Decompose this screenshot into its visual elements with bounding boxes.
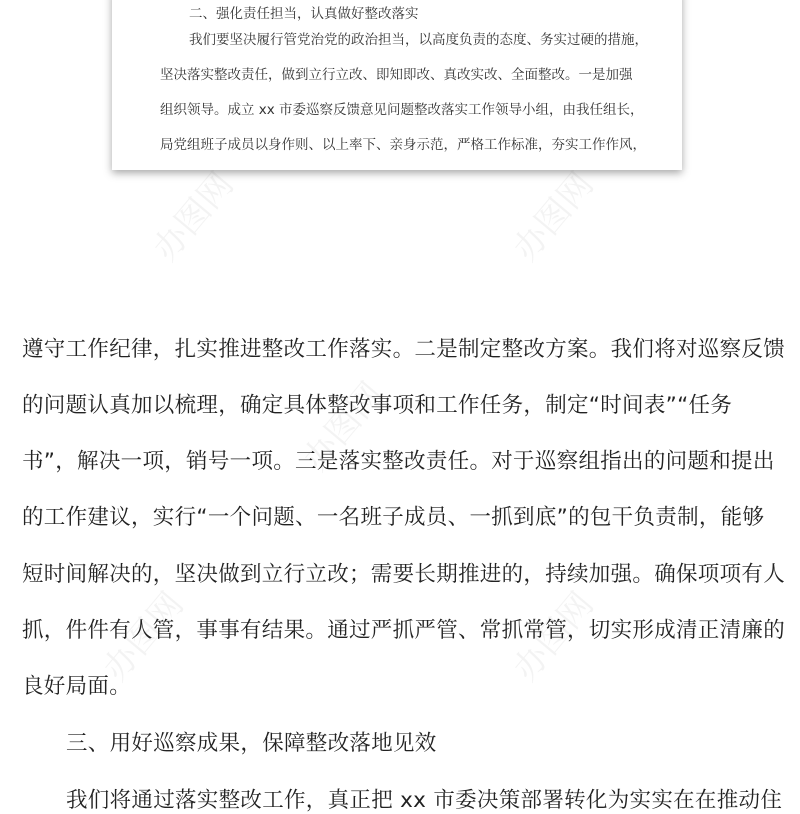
body-paragraph-line: 抓，件件有人管，事事有结果。通过严抓严管、常抓常管，切实形成清正清廉的	[22, 618, 786, 643]
watermark: 办图网	[505, 164, 602, 269]
body-paragraph-line: 良好局面。	[22, 674, 132, 699]
watermark: 办图网	[505, 584, 602, 689]
section-heading-3: 三、用好巡察成果，保障整改落地见效	[66, 731, 437, 756]
card-paragraph-line: 局党组班子成员以身作则、以上率下、亲身示范，严格工作标准，夯实工作作风，	[160, 137, 646, 153]
card-paragraph-line: 我们要坚决履行管党治党的政治担当，以高度负责的态度、务实过硬的措施，	[189, 32, 648, 48]
section-heading-2: 二、强化责任担当，认真做好整改落实	[189, 6, 419, 22]
body-paragraph-line: 的问题认真加以梳理，确定具体整改事项和工作任务，制定“时间表”“任务	[22, 393, 733, 418]
watermark: 办图网	[295, 374, 392, 479]
body-paragraph-line: 的工作建议，实行“一个问题、一名班子成员、一抓到底”的包干负责制，能够	[22, 505, 765, 530]
watermark: 办图网	[95, 584, 192, 689]
watermark: 办图网	[145, 164, 242, 269]
body-paragraph-line: 我们将通过落实整改工作，真正把 xx 市委决策部署转化为实实在在推动住	[66, 788, 783, 813]
body-paragraph-line: 短时间解决的，坚决做到立行立改；需要长期推进的，持续加强。确保项项有人	[22, 562, 786, 587]
body-paragraph-line: 遵守工作纪律，扎实推进整改工作落实。二是制定整改方案。我们将对巡察反馈	[22, 337, 786, 362]
card-paragraph-line: 坚决落实整改责任，做到立行立改、即知即改、真改实改、全面整改。一是加强	[160, 67, 633, 83]
document-preview-card	[112, 0, 682, 170]
card-paragraph-line: 组织领导。成立 xx 市委巡察反馈意见问题整改落实工作领导小组，由我任组长，	[160, 102, 644, 118]
body-paragraph-line: 书”，解决一项，销号一项。三是落实整改责任。对于巡察组指出的问题和提出	[22, 449, 775, 474]
